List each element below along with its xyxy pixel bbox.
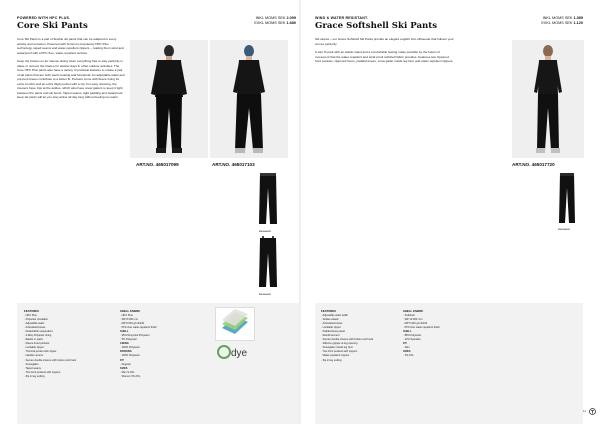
pants-flatlay-grace — [553, 170, 581, 226]
right-price-excl: EXKL MOMS SEK 1.120 — [541, 21, 583, 25]
left-fabric-item: SHELL — [120, 330, 129, 334]
left-caption-a: 999 BLACK — [259, 231, 271, 233]
svg-text:dye: dye — [231, 348, 248, 359]
left-features-item: · Polyester insulation — [24, 318, 119, 322]
right-fabric-item: FIT — [403, 342, 407, 346]
right-fabric-item: · 88% Polyester — [403, 334, 483, 338]
left-features-item: · Secure double closure with button and hook — [24, 359, 119, 363]
left-features-item: · Articulated knees — [24, 326, 119, 330]
right-fabric-list — [403, 314, 483, 359]
right-description — [315, 37, 455, 68]
left-features-item: · Adjustable waist — [24, 322, 119, 326]
right-features-item: · Snowgaiter inside leg hem — [321, 346, 403, 350]
left-features-title: FEATURES — [24, 309, 39, 313]
left-fabric-item: · Regular — [120, 363, 200, 367]
page-number: 11 — [582, 409, 586, 413]
left-kicker: POWERED WITH HPC PLUS. — [17, 16, 71, 20]
left-fabric-item: LINING — [120, 342, 129, 346]
left-fabric-item: SIZES — [120, 366, 128, 370]
left-paragraph-1: Core Ski Pants is a pair of flexible ski pants that can be adapted to every activity and occasion. Powered with Tenson's proprietary HPC Plus technology, taped seams and water-repellent zippers – making them wind and waterproof with a PFC-free, water-repellent surface. — [17, 37, 124, 55]
left-features-item: · 2-Way Polyester lining — [24, 334, 119, 338]
right-fabric-item: · MP 5 000 g/m2/24h — [403, 322, 483, 326]
right-fabric-item: · Softshell — [403, 314, 483, 318]
left-fabric-item: · MP 8 000 g/m2/24h — [120, 322, 200, 326]
left-fabric-item: · HPC Plus — [120, 314, 200, 318]
right-paragraph-2: A slim fit pant with an elastic waist and a comfortable feeling made possible by the fusion of movement that the water-repellent and wind-proof softshell fabric provides. Features two zippered front pockets, zippered hems, padded knees, snow gaiter inside leg hem and water-repellent zippers. — [315, 50, 454, 63]
left-fabric-item: · 100% Polyester — [120, 354, 200, 358]
left-fabric-item: · Women XS-XXL — [120, 375, 200, 379]
left-price-excl: EXKL MOMS SEK 1.680 — [254, 21, 296, 25]
right-artno: ART.NO. 465017720 — [512, 162, 555, 167]
left-features-item: · Fleece lined pockets — [24, 342, 119, 346]
right-features-item: · Water-repellent zippers — [321, 354, 403, 358]
left-fabric-item: · Men S-3XL — [120, 371, 200, 375]
right-fabric-title: SHELL FABRIC — [403, 309, 424, 313]
right-features-item: · Silicone gripper at leg opening — [321, 342, 403, 346]
product-photo-core-female — [210, 40, 288, 158]
right-caption: 999 BLACK — [558, 229, 570, 231]
left-fabric-item: · PFC-free water-repellent finish — [120, 326, 200, 330]
right-page — [300, 0, 600, 424]
right-features-item: · Lockable zipper — [321, 326, 403, 330]
brand-mark-icon — [589, 408, 596, 415]
right-features-list — [321, 314, 403, 363]
left-price-incl: INKL MOMS SEK 2.099 — [255, 16, 296, 20]
left-artno-a: ART.NO. 465017099 — [136, 162, 179, 167]
right-fabric-item: SIZES — [403, 350, 411, 354]
right-features-item: · Adjustable waist width — [321, 314, 403, 318]
left-fabric-item: · 5% Polyester — [120, 338, 200, 342]
right-features-item: · Reinforcement — [321, 334, 403, 338]
model-figure-female — [227, 42, 271, 158]
left-features-item: · Elastic in waist — [24, 338, 119, 342]
product-thumb-grace-pants — [553, 170, 581, 226]
right-kicker: WIND & WATER RESISTANT. — [315, 16, 369, 20]
right-fabric-item: · XS-XXL — [403, 354, 483, 358]
left-product-title: Core Ski Pants — [17, 21, 88, 31]
right-fabric-item: · Slim — [403, 346, 483, 350]
left-features-item: · Lockable zipper — [24, 346, 119, 350]
left-fabric-item: · WP 8 000 mm — [120, 318, 200, 322]
right-price-incl: INKL MOMS SEK 1.399 — [542, 16, 583, 20]
left-features-item: · Taped seams — [24, 367, 119, 371]
right-spec-panel — [315, 303, 583, 424]
left-fabric-item: · 100% Polyester — [120, 346, 200, 350]
left-paragraph-2: Keep the braces on for intense skiing when everything has to stay perfectly in place or remove the braces for slacker days in other outdoor activities. The Core HPC Plus pants also have a variety of practical features to create a pair of ski pants that are both warm-looking and functional. An adjustable waist and pre-bent knees contribute to a better fit. Pockets come with fleece lining for extra comfort and an extra thigh pocket with a zip. For easy dressing, the trousers have zips at the ankles, which also have snow gaiters to keep it tight between the pants and ski boots. Taped seams, tight padding and waterproof keep ski pants will let you stay active all day long without feeling too warm. — [17, 59, 125, 99]
left-fabric-list — [120, 314, 200, 379]
right-features-item: · Secure double closure with button and hook — [321, 338, 403, 342]
right-paragraph-1: Ski slopes – our Grace Softshell Ski Pants provide an elegant english slim silhouette that follows your curves perfectly. — [315, 37, 454, 46]
left-features-item: · Snowgaiter — [24, 363, 119, 367]
dye-logo-icon — [217, 343, 251, 361]
product-photo-grace — [512, 40, 584, 158]
model-figure-grace — [528, 42, 568, 158]
right-fabric-item: · PFC-free water-repellent finish — [403, 326, 483, 330]
product-photo-core-male — [130, 40, 208, 158]
right-features-item: · Zip in leg ending — [321, 359, 403, 363]
left-features-item: · Thermal pocket with zipper — [24, 350, 119, 354]
product-thumb-pants-a — [254, 170, 282, 228]
right-product-title: Grace Softshell Ski Pants — [315, 21, 438, 31]
layer-diagram-icon — [216, 308, 254, 340]
left-fabric-item: PADDING — [120, 350, 132, 354]
model-figure-male — [146, 42, 192, 158]
left-features-item: · Detachable suspenders — [24, 330, 119, 334]
left-features-item: · Handle cement — [24, 354, 119, 358]
left-fabric-item: · 95% Recycled Polyester — [120, 334, 200, 338]
pants-flatlay-b — [254, 236, 282, 291]
right-fabric-item: · 12% Spandex — [403, 338, 483, 342]
right-features-item: · Padded knee panel — [321, 330, 403, 334]
left-fabric-item: FIT — [120, 358, 124, 362]
right-fabric-item: SHELL — [403, 330, 412, 334]
left-spec-panel — [17, 303, 300, 424]
product-thumb-pants-b — [254, 236, 282, 291]
left-caption-b: 999 BLACK — [259, 294, 271, 296]
left-description — [17, 37, 125, 104]
right-features-item: · Two front pockets with zippers — [321, 350, 403, 354]
right-fabric-item: · WP 10 000 mm — [403, 318, 483, 322]
left-features-list — [24, 314, 119, 379]
left-fabric-title: SHELL FABRIC — [120, 309, 141, 313]
left-features-item: · HPC Plus — [24, 314, 119, 318]
tech-illustration — [215, 307, 255, 341]
right-features-title: FEATURES — [321, 309, 336, 313]
right-features-item: · Articulated knees — [321, 322, 403, 326]
pants-flatlay-a — [254, 170, 282, 228]
left-features-item: · Two front pockets with zippers — [24, 371, 119, 375]
left-artno-b: ART.NO. 465017103 — [212, 162, 255, 167]
dye-logo — [217, 343, 251, 361]
right-features-item: · Soldes elastic — [321, 318, 403, 322]
left-features-item: · Zip in leg ending — [24, 375, 119, 379]
